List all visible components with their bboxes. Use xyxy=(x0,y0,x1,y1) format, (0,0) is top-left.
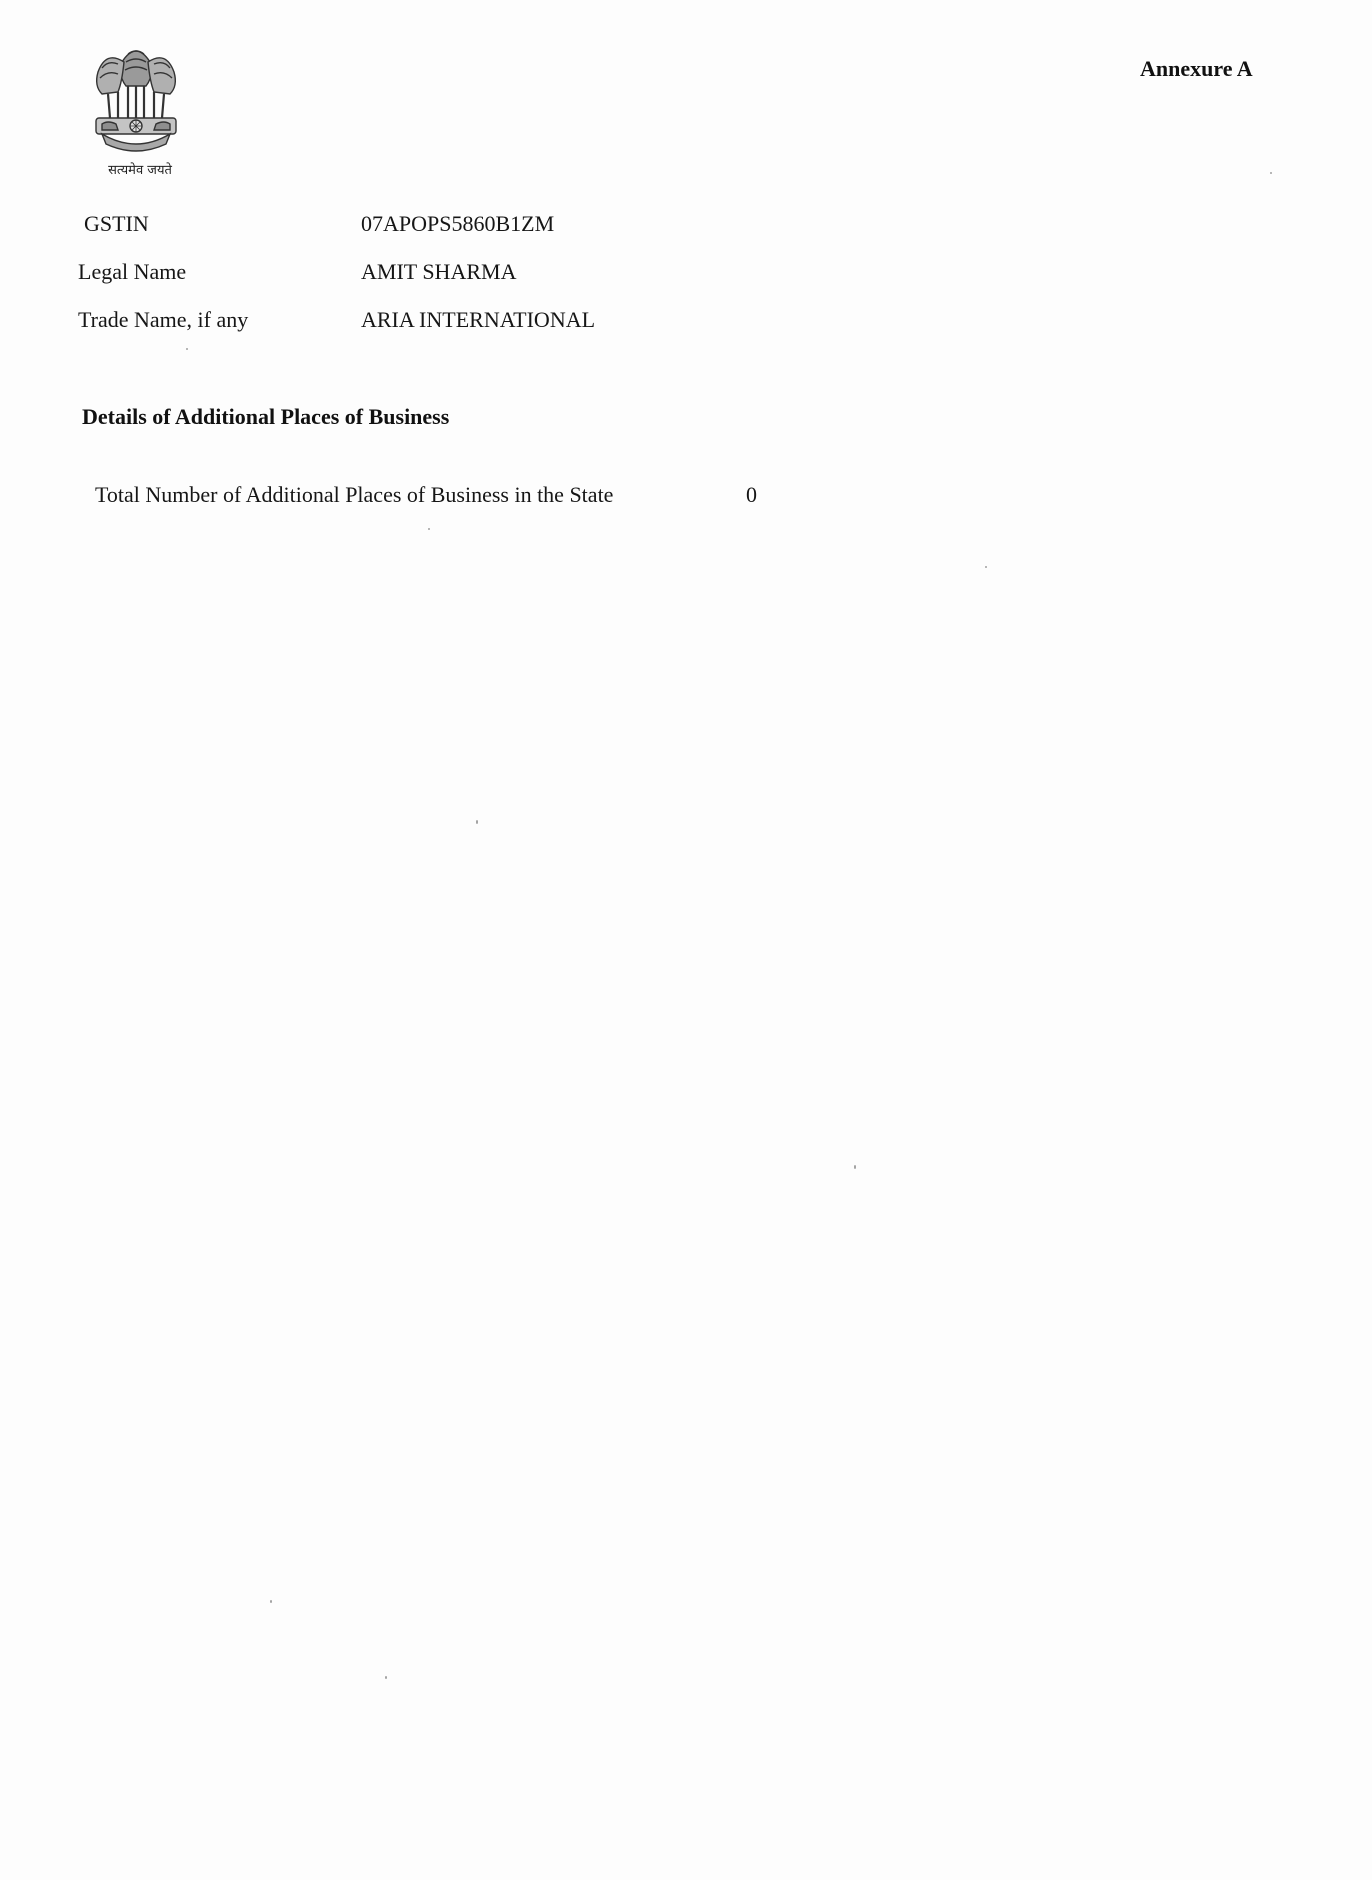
total-places-value: 0 xyxy=(746,482,757,507)
legal-name-label: Legal Name xyxy=(78,259,187,284)
scan-speck xyxy=(270,1600,272,1603)
scan-speck xyxy=(428,528,430,530)
gstin-value: 07APOPS5860B1ZM xyxy=(361,211,555,236)
scan-speck xyxy=(186,348,188,350)
scan-speck xyxy=(385,1676,387,1679)
trade-name-value: ARIA INTERNATIONAL xyxy=(361,307,596,332)
scan-speck xyxy=(985,566,987,568)
annexure-label: Annexure A xyxy=(1140,56,1253,81)
scan-speck xyxy=(854,1165,856,1169)
trade-name-label: Trade Name, if any xyxy=(78,307,249,332)
section-title: Details of Additional Places of Business xyxy=(82,404,450,429)
gstin-label: GSTIN xyxy=(84,211,149,236)
scan-speck xyxy=(1270,172,1272,174)
legal-name-value: AMIT SHARMA xyxy=(361,259,517,284)
scan-speck xyxy=(476,820,478,824)
national-emblem-icon xyxy=(88,32,184,162)
emblem-motto: सत्यमेव जयते xyxy=(108,163,172,178)
total-places-label: Total Number of Additional Places of Business in the State xyxy=(95,482,614,507)
